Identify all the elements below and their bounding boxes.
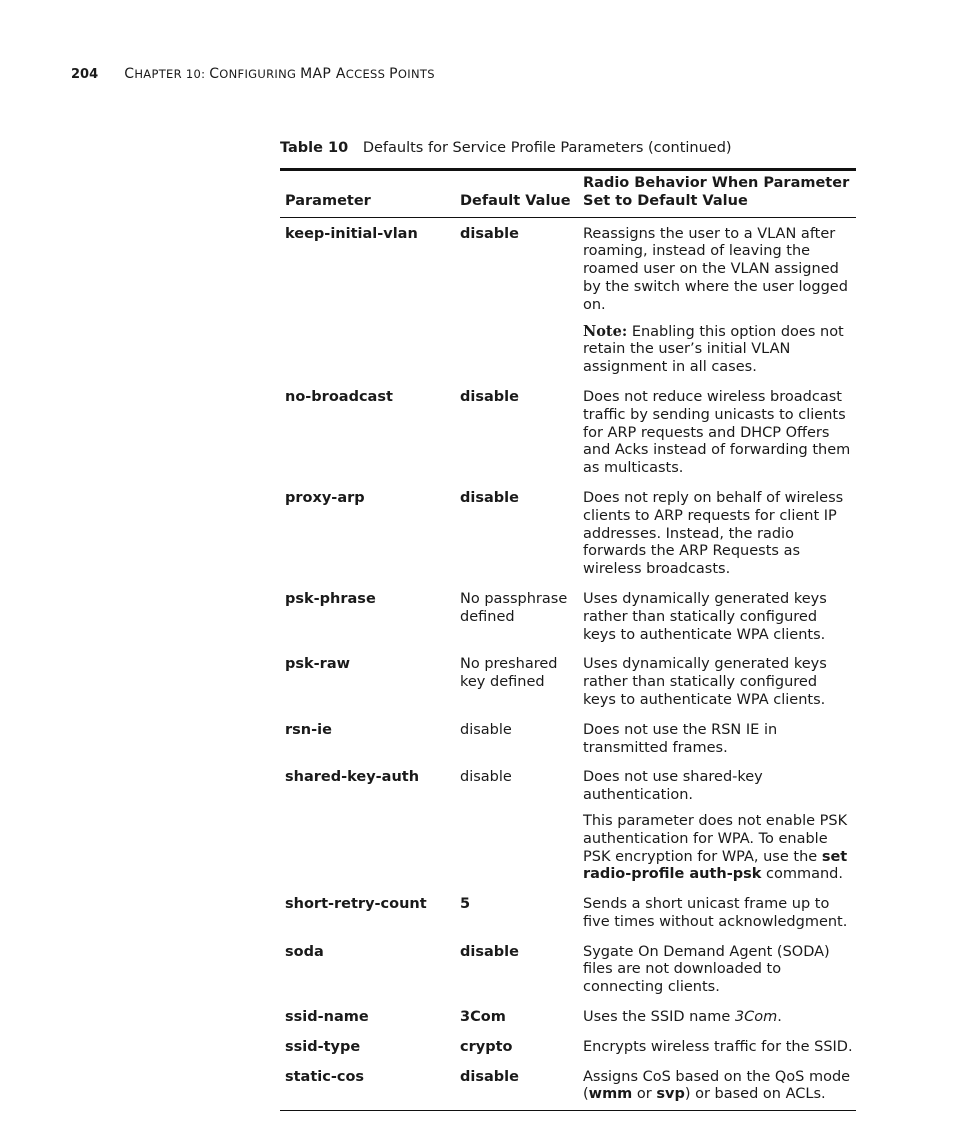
default-cell: 3Com [460, 1009, 506, 1026]
page-number: 204 [71, 67, 99, 82]
behavior-extra [583, 813, 853, 884]
ssid-name-italic: 3Com [734, 1009, 778, 1026]
table-row [280, 1061, 856, 1111]
column-header-parameter: Parameter [285, 192, 371, 209]
behavior-text: Does not use the RSN IE in transmitted frames. [583, 721, 778, 756]
behavior-text: Does not reduce wireless broadcast traffic by sending unicasts to clients for ARP requests and DHCP Offers and Acks instead of forwarding them as multicasts. [583, 388, 851, 477]
behavior-cell [583, 1069, 853, 1105]
behavior-cell [583, 1009, 853, 1027]
behavior-text: Encrypts wireless traffic for the SSID. [583, 1038, 853, 1055]
table-row [280, 1031, 856, 1061]
column-header-default-value: Default Value [460, 192, 571, 209]
extra-text: This parameter does not enable PSK authentication for WPA. To enable PSK encryption for WPA, use the [583, 812, 848, 865]
table-caption [280, 140, 732, 156]
behavior-prefix: Assigns CoS based on the QoS mode ( [583, 1068, 851, 1103]
note-text: Enabling this option does not retain the user’s initial VLAN assignment in all cases. [583, 323, 844, 376]
extra-tail: command. [766, 866, 843, 883]
parameter-cell: rsn-ie [285, 721, 332, 738]
table-row [280, 1001, 856, 1031]
behavior-cell [583, 896, 853, 932]
chapter-title: CHAPTER 10: CONFIGURING MAP ACCESS POINTS [124, 66, 435, 82]
running-header [71, 66, 435, 82]
parameter-cell: psk-raw [285, 656, 351, 673]
table-row [280, 936, 856, 1001]
behavior-text: Sends a short unicast frame up to five times without acknowledgment. [583, 896, 848, 930]
mode-wmm: wmm [588, 1086, 633, 1103]
behavior-text: Uses dynamically generated keys rather than statically configured keys to authenticate WPA clients. [583, 590, 827, 643]
table-row [280, 714, 856, 762]
table-row [280, 648, 856, 713]
behavior-cell [583, 769, 853, 884]
behavior-text: Does not use shared-key authentication. [583, 769, 763, 804]
default-cell: No passphrase defined [460, 590, 568, 625]
table-row [280, 482, 856, 583]
default-cell: disable [460, 721, 512, 738]
default-cell: disable [460, 489, 519, 506]
parameter-cell: psk-phrase [285, 590, 376, 607]
parameter-cell: ssid-name [285, 1009, 369, 1026]
table-row [280, 888, 856, 936]
parameter-cell: no-broadcast [285, 388, 393, 405]
parameter-cell: soda [285, 943, 324, 960]
parameter-cell: shared-key-auth [285, 769, 420, 786]
table-title: Defaults for Service Profile Parameters (continued) [362, 140, 732, 156]
behavior-text: Reassigns the user to a VLAN after roaming, instead of leaving the roamed user on the VLAN assigned by the switch where the user logged on. [583, 225, 848, 313]
behavior-suffix: ) or based on ACLs. [684, 1086, 826, 1103]
table-label: Table 10 [280, 140, 349, 156]
default-cell: disable [460, 769, 512, 786]
default-cell: 5 [460, 896, 471, 913]
table-row [280, 381, 856, 482]
default-cell: disable [460, 1068, 519, 1085]
default-cell: crypto [460, 1038, 513, 1055]
parameter-cell: static-cos [285, 1068, 365, 1085]
default-cell: No preshared key defined [460, 656, 558, 691]
behavior-cell [583, 722, 853, 758]
behavior-text [583, 1069, 853, 1105]
behavior-cell [583, 656, 853, 709]
parameter-cell: short-retry-count [285, 896, 427, 913]
behavior-cell [583, 591, 853, 644]
mode-svp: svp [656, 1086, 685, 1103]
behavior-cell [583, 389, 853, 478]
default-cell: disable [460, 943, 519, 960]
parameter-cell: proxy-arp [285, 489, 365, 506]
table-header-row [280, 171, 856, 218]
behavior-suffix: . [777, 1009, 782, 1026]
note [583, 323, 853, 377]
behavior-cell [583, 226, 853, 377]
behavior-prefix: Uses the SSID name [583, 1009, 731, 1026]
behavior-cell [583, 490, 853, 579]
behavior-text: Uses dynamically generated keys rather than statically configured keys to authenticate WPA clients. [583, 656, 827, 708]
behavior-text [583, 1009, 853, 1027]
table-row [280, 218, 856, 381]
table-row [280, 761, 856, 888]
default-cell: disable [460, 388, 519, 405]
column-header-radio-behavior: Radio Behavior When Parameter Set to Default Value [583, 175, 850, 209]
behavior-text: Sygate On Demand Agent (SODA) files are not downloaded to connecting clients. [583, 943, 830, 996]
behavior-text: Does not reply on behalf of wireless clients to ARP requests for client IP addresses. Instead, the radio forwards the ARP Requests as wireless broadcasts. [583, 489, 844, 578]
command-text: set radio-profile auth-psk [583, 848, 848, 883]
table-row [280, 583, 856, 648]
note-label: Note: [583, 322, 628, 340]
parameter-cell: ssid-type [285, 1038, 361, 1055]
behavior-cell [583, 1039, 853, 1057]
parameter-cell: keep-initial-vlan [285, 225, 418, 242]
behavior-cell [583, 944, 853, 997]
behavior-mid: or [632, 1086, 657, 1103]
default-cell: disable [460, 225, 519, 242]
defaults-table [280, 168, 856, 1111]
